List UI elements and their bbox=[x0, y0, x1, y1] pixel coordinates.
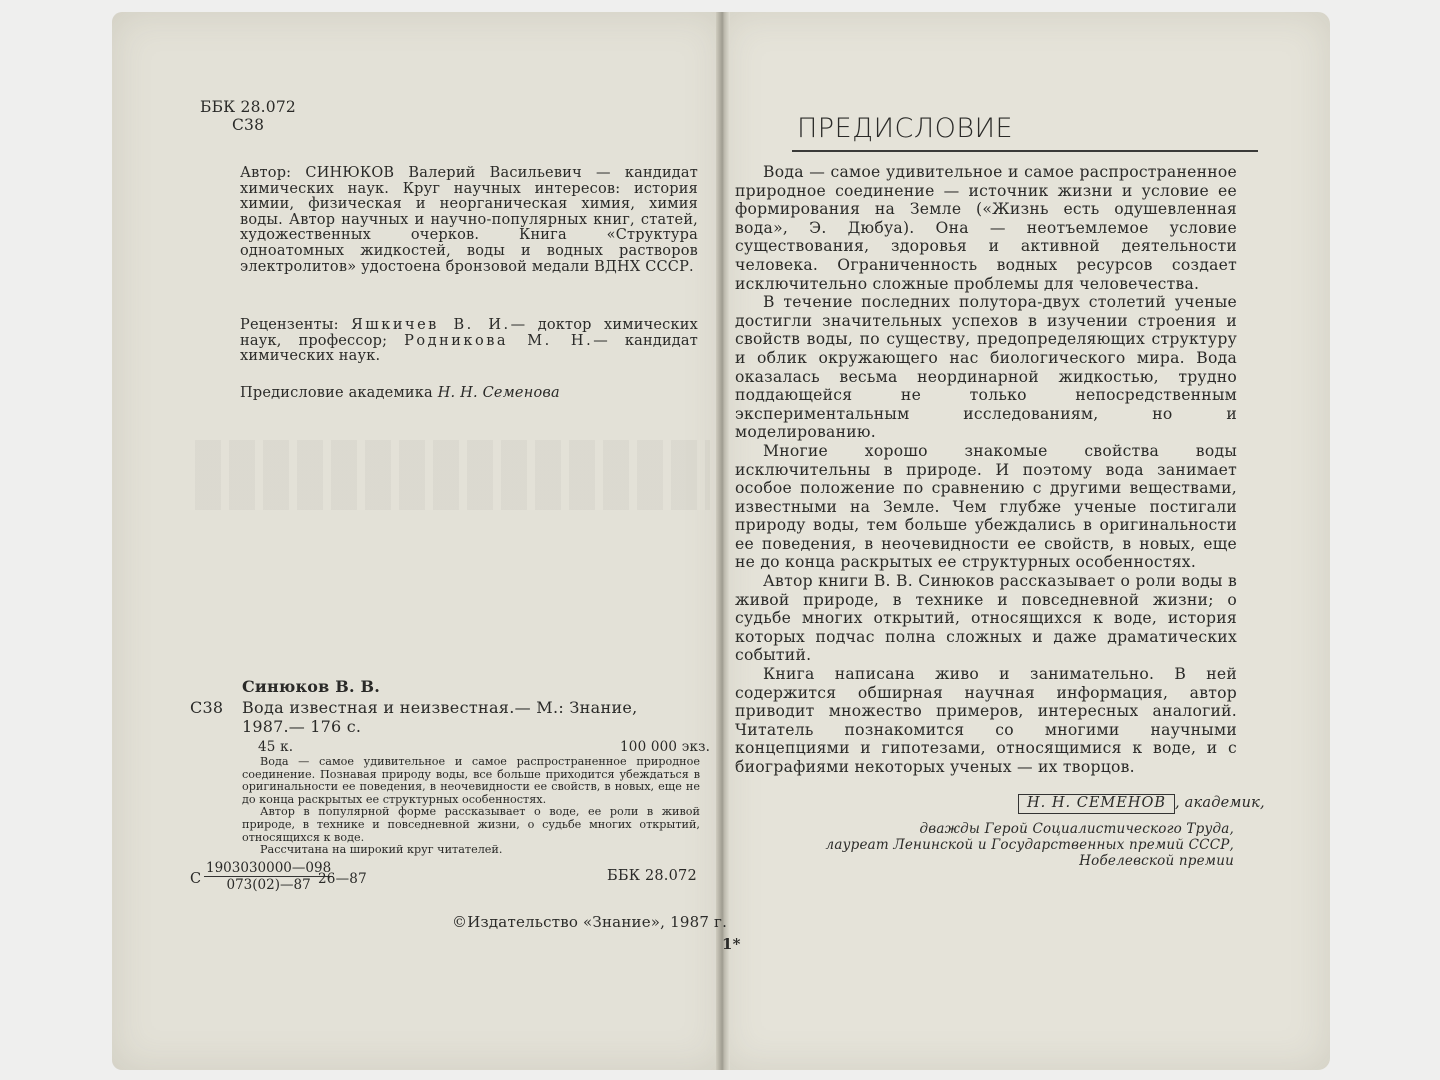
abstract-paragraph-1: Вода — самое удивительное и самое распространенное природное соединение. Познавая природу воды, все больше приходится убеждаться в оригинальности ее поведения, в неочевидности ее свойств, в новых, еще не до конца раскрытых ее структурных особенностях. bbox=[242, 755, 700, 806]
signature-title: , академик, bbox=[1175, 795, 1265, 811]
reviewer-1-name: Яшкичев В. И. bbox=[351, 317, 511, 333]
show-through-text bbox=[195, 440, 710, 510]
catalog-code: С38 bbox=[190, 698, 224, 717]
signature-line-2: дважды Герой Социалистического Труда, bbox=[919, 821, 1234, 837]
preface-body bbox=[735, 163, 1237, 777]
index-denominator: 073(02)—87 bbox=[226, 877, 311, 893]
index-numerator: 1903030000—098 bbox=[206, 860, 332, 876]
reviewer-2-name: Родникова М. Н. bbox=[404, 332, 594, 349]
preface-paragraph-5: Книга написана живо и занимательно. В ней содержится обширная научная информация, автор приводит множество примеров, интересных аналогий. Читатель познакомится со многими научными концепциями и гипотезами, относящимися к воде, и с биографиями некоторых ученых — их творцов. bbox=[735, 665, 1237, 776]
abstract-paragraph-2: Автор в популярной форме рассказывает о воде, ее роли в живой природе, в технике и повседневной жизни, о судьбе многих открытий, относящихся к воде. bbox=[242, 805, 700, 844]
catalog-copies: 100 000 экз. bbox=[620, 739, 711, 755]
heading-underline bbox=[792, 150, 1258, 152]
catalog-author: Синюков В. В. bbox=[242, 677, 380, 696]
preface-paragraph-3: Многие хорошо знакомые свойства воды исключительны в природе. И поэтому вода занимает особое положение по сравнению с другими веществами, известными на Земле. Чем глубже ученые постигали природу воды, тем больше убеждались в оригинальности ее поведения, в неочевидности ее свойств, в новых, еще не до конца раскрытых ее структурных особенностях. bbox=[735, 441, 1237, 572]
catalog-abstract bbox=[242, 756, 700, 857]
author-label: Автор: bbox=[240, 165, 292, 181]
preface-paragraph-1: Вода — самое удивительное и самое распространенное природное соединение — источник жизни и условие ее формирования на Земле («Жизнь есть одушевленная вода», Э. Дюбуа). Она — неотъемлемое условие существования, здоровья и активной деятельности человека. Ограниченность водных ресурсов создает исключительно сложные проблемы для человечества. bbox=[735, 163, 1237, 293]
book-spine bbox=[716, 12, 730, 1070]
copyright-line: ©Издательство «Знание», 1987 г. bbox=[452, 913, 728, 931]
index-fraction bbox=[204, 860, 333, 893]
catalog-title: Вода известная и неизвестная.— М.: Знание, bbox=[242, 698, 638, 717]
catalog-bbk: ББК 28.072 bbox=[607, 868, 697, 884]
author-info bbox=[240, 166, 698, 275]
preface-heading: ПРЕДИСЛОВИЕ bbox=[797, 113, 1014, 144]
catalog-price: 45 к. bbox=[258, 739, 294, 755]
signature-line-4: Нобелевской премии bbox=[1079, 853, 1234, 869]
signature-mark: 1* bbox=[722, 935, 741, 953]
catalog-year: 1987.— 176 с. bbox=[242, 717, 362, 736]
preface-author: Н. Н. Семенова bbox=[437, 385, 560, 401]
preface-paragraph-2: В течение последних полутора-двух столетий ученые достигли значительных успехов в изучении строения и свойств воды, по существу, предопределяющих структуру и облик окружающего нас биологического мира. Вода оказалась весьма неординарной жидкостью, трудно поддающейся не только непосредственным экспериментальным исследованиям, но и моделированию. bbox=[735, 293, 1237, 442]
index-c: С bbox=[190, 871, 202, 887]
library-code: С38 bbox=[232, 116, 265, 134]
reviewer-1-desc: — доктор химических наук, профессор; bbox=[240, 317, 698, 349]
preface-note: Предисловие академика Н. Н. Семенова bbox=[240, 385, 560, 401]
bbk-code: ББК 28.072 bbox=[200, 98, 296, 116]
reviewers bbox=[240, 318, 698, 365]
author-text: СИНЮКОВ Валерий Васильевич — кандидат химических наук. Круг научных интересов: история химии, физическая и неорганическая химия, химия воды. Автор научных и научно-популярных книг, статей, художественных очерков. Книга «Структура одноатомных жидкостей, воды и водных растворов электролитов» удостоена бронзовой медали ВДНХ СССР. bbox=[240, 165, 698, 275]
index-tail: 26—87 bbox=[318, 871, 367, 887]
signature-line-3: лауреат Ленинской и Государственных премий СССР, bbox=[825, 837, 1234, 853]
signature-line-1 bbox=[1018, 794, 1265, 814]
signature-name: Н. Н. СЕМЕНОВ bbox=[1018, 794, 1175, 814]
preface-paragraph-4: Автор книги В. В. Синюков рассказывает о роли воды в живой природе, в технике и повседневной жизни; о судьбе многих открытий, относящихся к воде, история которых подчас полна сложных и даже драматических событий. bbox=[735, 572, 1237, 665]
reviewer-2-desc: — кандидат химических наук. bbox=[240, 332, 699, 365]
reviewers-label: Рецензенты: bbox=[240, 317, 339, 333]
abstract-paragraph-3: Рассчитана на широкий круг читателей. bbox=[260, 843, 503, 857]
